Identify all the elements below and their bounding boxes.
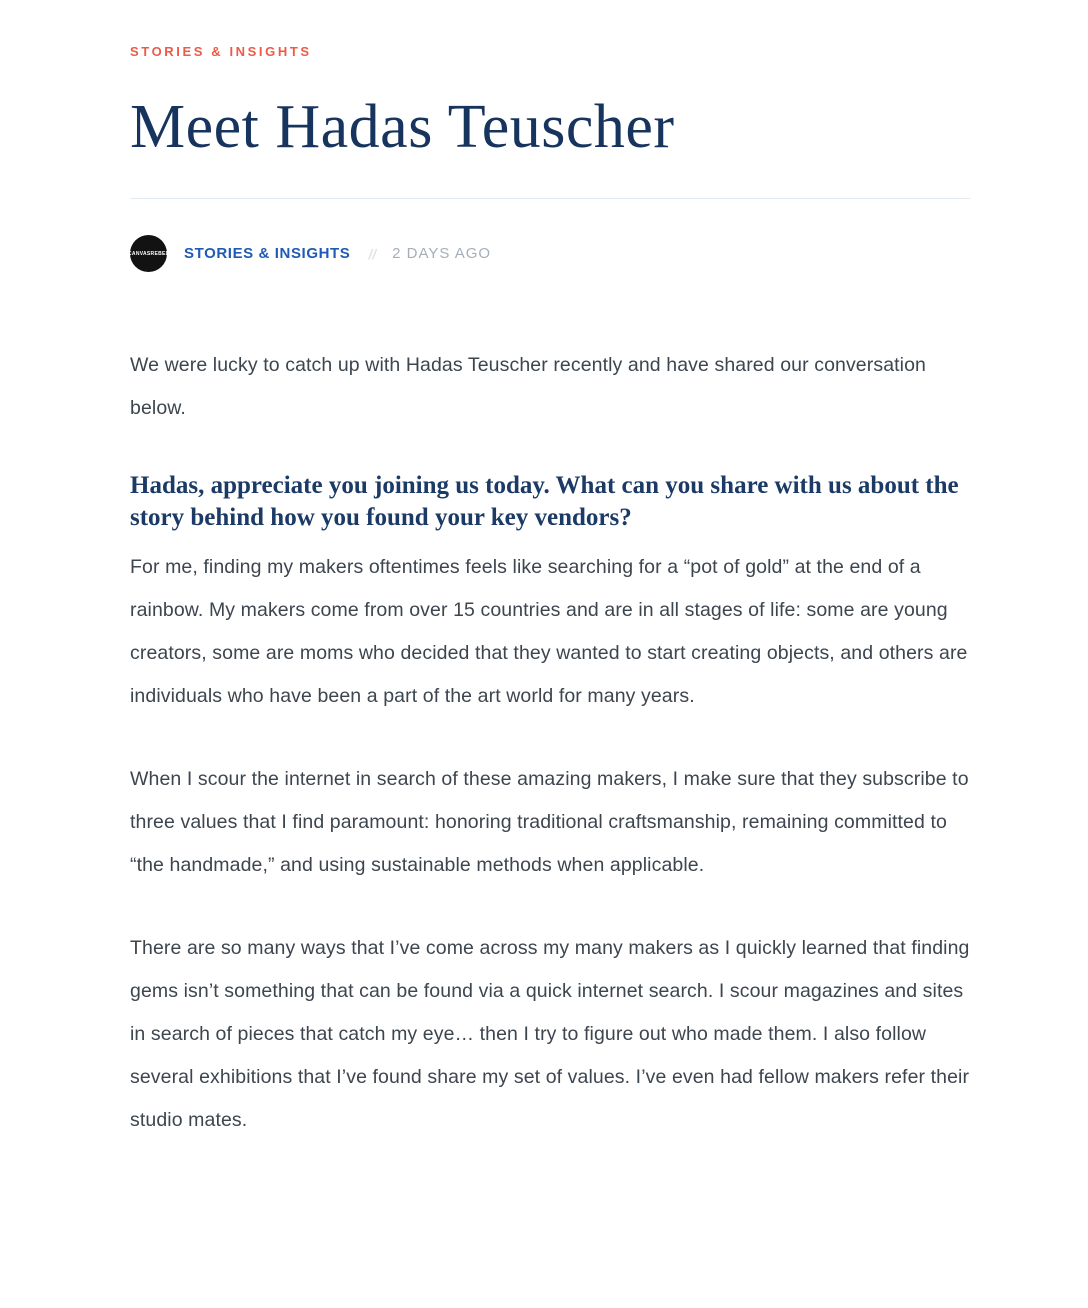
answer-paragraph: For me, finding my makers oftentimes feels like searching for a “pot of gold” at the end of a rainbow. My makers come from over 15 countries and are in all stages of life: some are young creators, some are moms who decided that they wanted to start creating objects, and others are individuals who have been a part of the art world for many years. (130, 556, 968, 708)
article-page (130, 0, 970, 1142)
page-title: Meet Hadas Teuscher (130, 93, 675, 161)
answer-paragraph: When I scour the internet in search of these amazing makers, I make sure that they subscribe to three values that I find paramount: honoring traditional craftsmanship, remaining committed to “the handmade,” and using sustainable methods when applicable. (130, 768, 969, 877)
intro-paragraph: We were lucky to catch up with Hadas Teuscher recently and have shared our conversation below. (130, 354, 926, 420)
answer-paragraph: There are so many ways that I’ve come across my many makers as I quickly learned that finding gems isn’t something that can be found via a quick internet search. I scour magazines and sites in search of pieces that catch my eye… then I try to figure out who made them. I also follow several exhibitions that I’ve found share my set of values. I’ve even had fellow makers refer their studio mates. (130, 937, 970, 1132)
timestamp: 2 DAYS AGO (392, 245, 492, 263)
avatar[interactable] (130, 235, 167, 272)
article-meta-row (130, 235, 970, 272)
title-divider (130, 198, 970, 199)
author-category-link[interactable]: STORIES & INSIGHTS (184, 245, 351, 263)
interview-question-heading: Hadas, appreciate you joining us today. What can you share with us about the story behind how you found your key vendors? (130, 472, 959, 532)
avatar-logo-text: CANVASREBEL (128, 250, 169, 257)
category-eyebrow-link[interactable]: STORIES & INSIGHTS (130, 44, 312, 59)
meta-separator: // (368, 245, 377, 262)
